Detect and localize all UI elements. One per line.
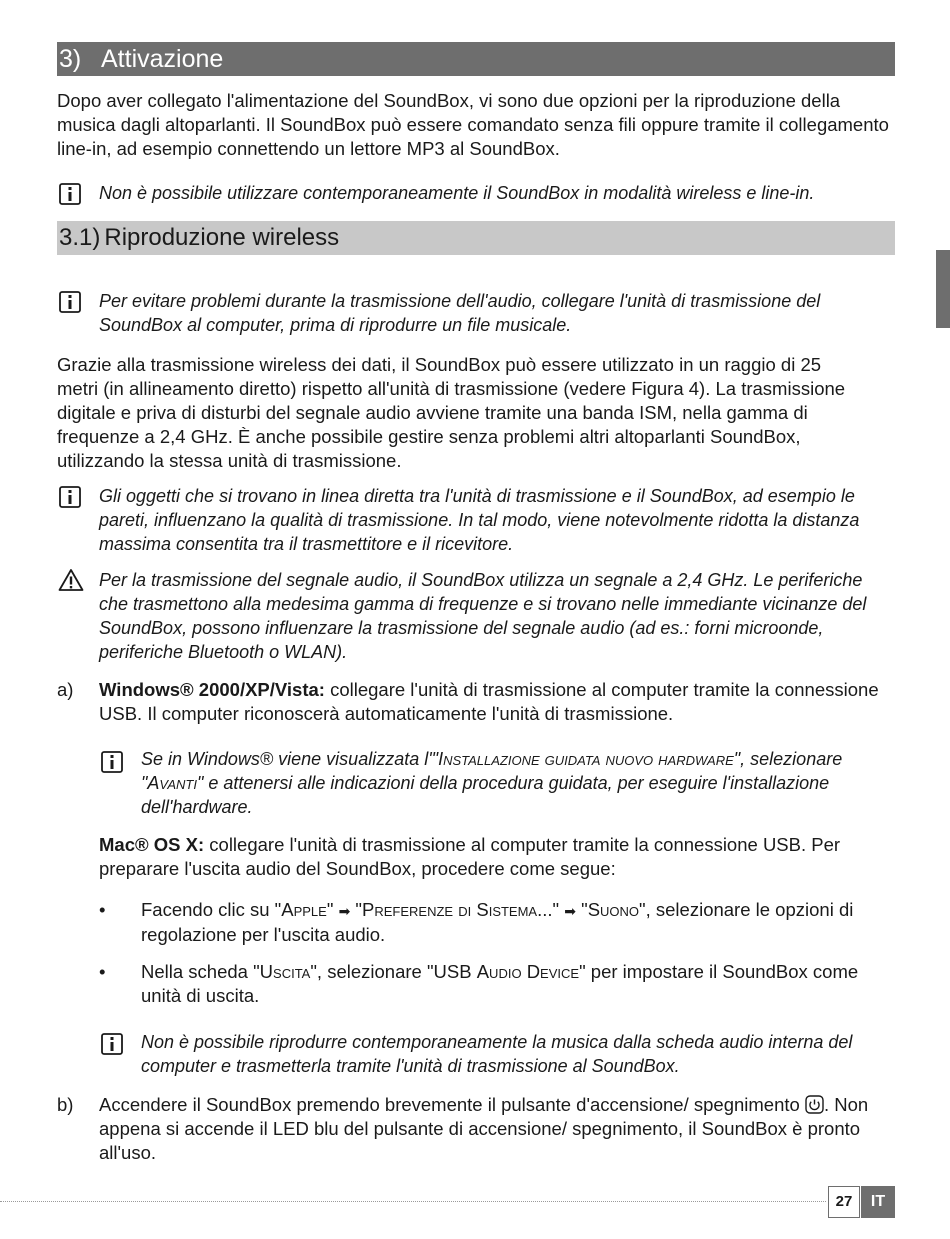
note4-text: " e attenersi alle indicazioni della procedura guidata, per eseguire l'installazione dell'hardware.: [141, 773, 830, 817]
info-icon: [59, 183, 81, 205]
language-code: IT: [861, 1186, 895, 1218]
bullet1-text: ": [575, 899, 588, 920]
info-icon: [59, 486, 81, 508]
item-b-power-on: [99, 1093, 875, 1165]
arrow-right-icon: ➡: [338, 903, 351, 919]
page-number: 27: [828, 1186, 860, 1218]
note-windows-wizard: [141, 747, 893, 819]
mac-heading: Mac® OS X:: [99, 834, 205, 855]
menu-system-preferences: Preferenze di Sistema...: [362, 899, 553, 920]
bullet1-text: ": [350, 899, 363, 920]
bullet1-text: ": [326, 899, 339, 920]
note-simultaneous-playback: Non è possibile riprodurre contemporaneamente la musica dalla scheda audio interna del computer e trasmetterla tramite l'unità di trasmissione al SoundBox.: [141, 1032, 853, 1076]
bullet-output-tab: [141, 960, 895, 1008]
info-icon: [101, 1033, 123, 1055]
bullet2-text: " per impostare il SoundBox come unità di uscita.: [141, 961, 859, 1006]
windows-text: collegare l'unità di trasmissione al computer tramite la connessione USB. Il computer riconoscerà automaticamente l'unità di trasmissione.: [99, 679, 879, 724]
footer-divider: [0, 1201, 826, 1202]
tab-output: Uscita: [259, 961, 311, 982]
section-title: Attivazione: [101, 45, 224, 73]
section-heading: [57, 42, 895, 76]
bullet1-text: Facendo clic su ": [141, 899, 282, 920]
power-button-icon: [805, 1095, 824, 1114]
warning-icon: [58, 568, 84, 592]
bullet-dot: •: [99, 961, 106, 982]
item-b-text: . Non appena si accende il LED blu del pulsante di accensione/ spegnimento, il SoundBox è pronto all'uso.: [99, 1094, 869, 1163]
bullet1-text: ": [552, 899, 565, 920]
note-connect-transmitter: Per evitare problemi durante la trasmissione dell'audio, collegare l'unità di trasmissione del SoundBox al computer, prima di riprodurre un file musicale.: [99, 291, 821, 335]
item-a-label: a): [57, 679, 74, 700]
intro-paragraph: Dopo aver collegato l'alimentazione del SoundBox, vi sono due opzioni per la riproduzione della musica dagli altoparlanti. Il SoundBox può essere comandato senza fili oppure tramite il collegamento line-in, ad esempio connettendo un lettore MP3 al SoundBox.: [57, 90, 889, 159]
note-wireless-linein: Non è possibile utilizzare contemporaneamente il SoundBox in modalità wireless e line-in.: [99, 183, 815, 203]
info-icon: [59, 291, 81, 313]
bullet2-text: Nella scheda ": [141, 961, 260, 982]
bullet-apple-preferences: [141, 898, 895, 947]
windows-heading: Windows® 2000/XP/Vista:: [99, 679, 325, 700]
subsection-heading: [57, 221, 895, 255]
note-obstacles: Gli oggetti che si trovano in linea diretta tra l'unità di trasmissione e il SoundBox, ad esempio le pareti, influenzano la qualità di trasmissione. In tal modo, viene notevolmente ridotta la distanza massima consentita tra il trasmettitore e il ricevitore.: [99, 486, 860, 554]
bullet-dot: •: [99, 899, 106, 920]
note4-text: ", selezionare ": [141, 749, 843, 793]
arrow-right-icon: ➡: [564, 903, 576, 919]
item-b-label: b): [57, 1094, 74, 1115]
bullet2-text: ", selezionare "USB: [310, 961, 477, 982]
wireless-range-paragraph: Grazie alla trasmissione wireless dei dati, il SoundBox può essere utilizzato in un raggio di 25 metri (in allineamento diretto) rispetto all'unità di trasmissione (vedere Figura 4). La trasmissione digitale e priva di disturbi del segnale audio avviene tramite una banda ISM, nella gamma di frequenze a 2,4 GHz. È anche possibile gestire senza problemi altri altoparlanti SoundBox, utilizzando la stessa unità di trasmissione.: [57, 354, 846, 471]
mac-paragraph: [99, 833, 895, 881]
note4-text: Se in Windows® viene visualizzata l'": [141, 749, 439, 769]
menu-apple: Apple: [281, 899, 327, 920]
warning-interference: Per la trasmissione del segnale audio, il SoundBox utilizza un segnale a 2,4 GHz. Le periferiche che trasmettono alla medesima gamma di frequenze e si trovano nelle immediante vicinanze del SoundBox, possono influenzare la trasmissione del segnale audio (ad es.: forni microonde, periferiche Bluetooth o WLAN).: [99, 570, 867, 662]
info-icon: [101, 751, 123, 773]
next-button-name: Avanti: [147, 773, 197, 793]
item-b-text: Accendere il SoundBox premendo brevemente il pulsante d'accensione/ spegnimento: [99, 1094, 805, 1115]
mac-text: collegare l'unità di trasmissione al computer tramite la connessione USB. Per preparare l'uscita audio del SoundBox, procedere come segue:: [99, 834, 841, 879]
item-a-windows: [99, 678, 889, 726]
section-number: 3): [59, 45, 82, 73]
bullet1-text: ", selezionare le opzioni di regolazione per l'uscita audio.: [141, 899, 854, 945]
subsection-number: 3.1): [59, 224, 101, 251]
chapter-tab-marker: [936, 250, 950, 328]
wizard-name: Installazione guidata nuovo hardware: [438, 749, 734, 769]
menu-sound: Suono: [587, 899, 640, 920]
device-usb-audio: Audio Device: [476, 961, 580, 982]
subsection-title: Riproduzione wireless: [104, 224, 340, 251]
